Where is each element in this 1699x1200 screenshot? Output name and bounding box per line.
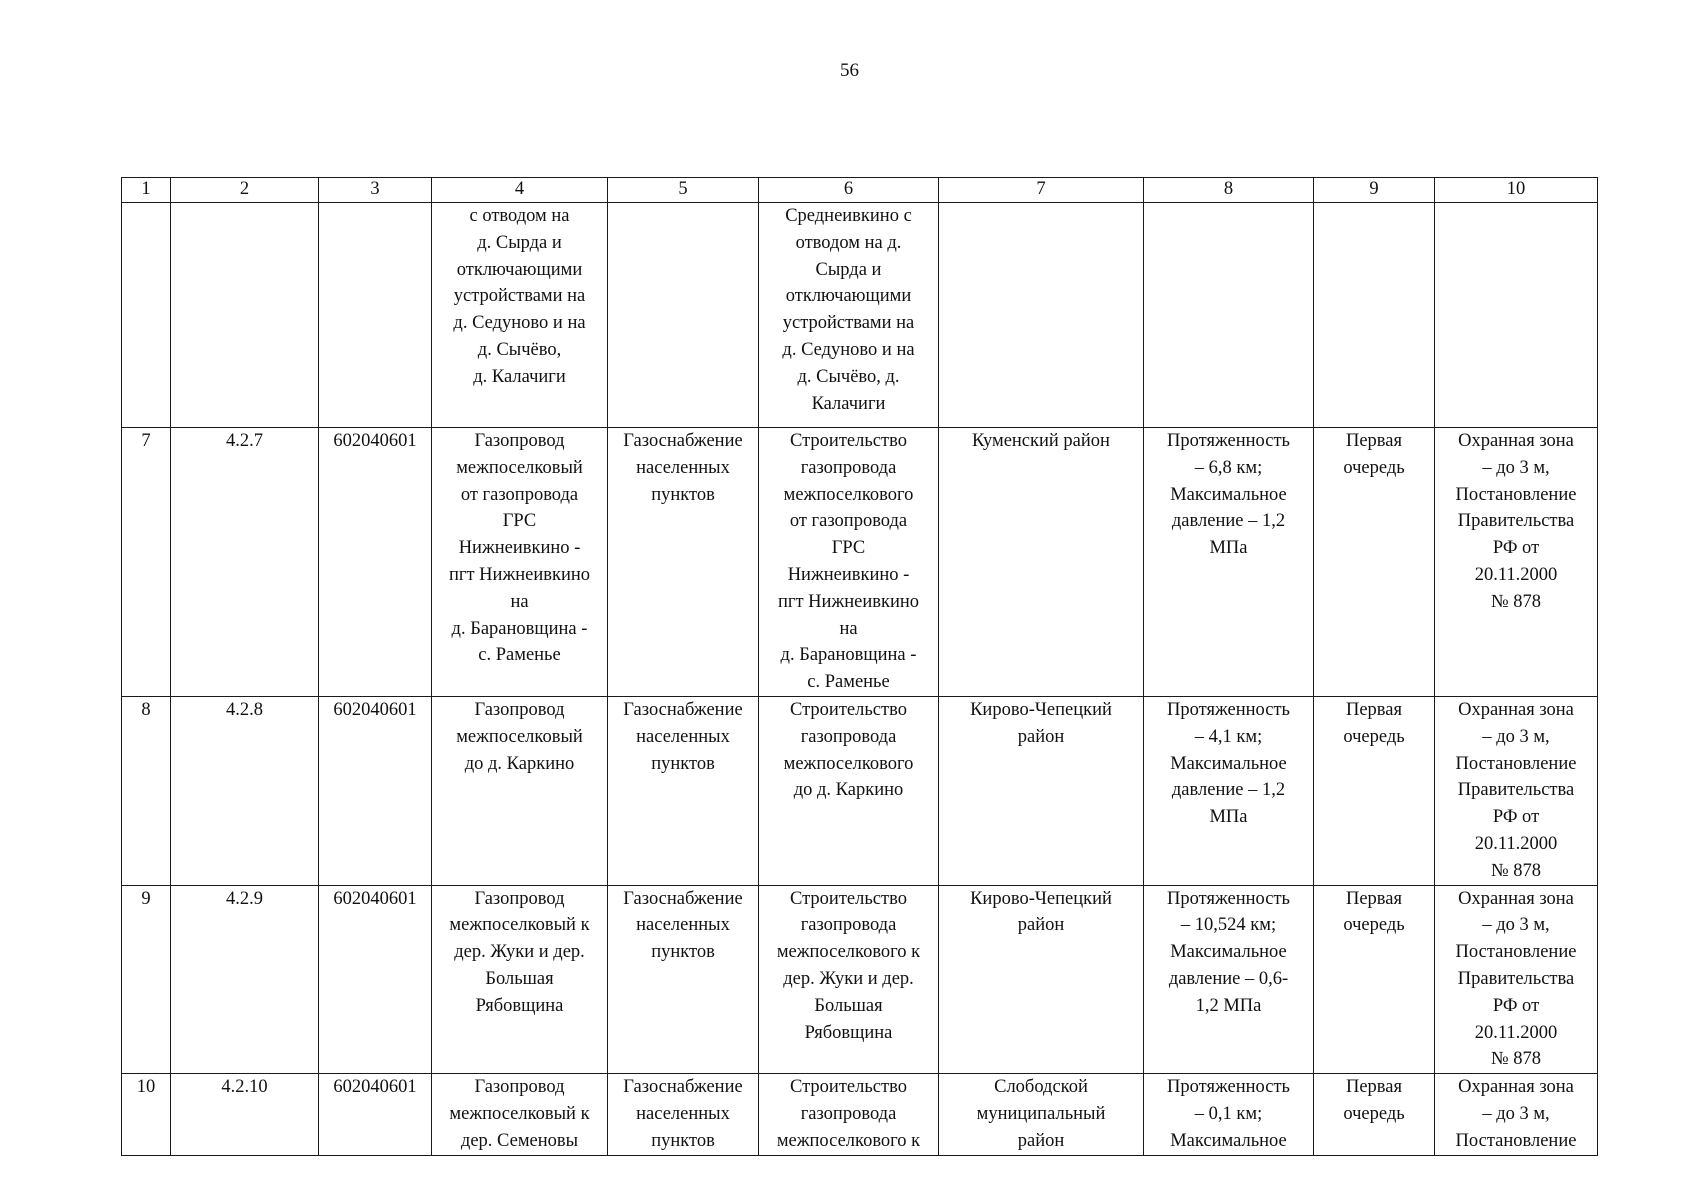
protection-zone-cell: Охранная зона – до 3 м, Постановление (1435, 1074, 1598, 1155)
characteristics-cell: Протяженность – 0,1 км; Максимальное (1144, 1074, 1314, 1155)
okato-cell: 602040601 (319, 885, 432, 1074)
column-header: 8 (1144, 178, 1314, 203)
empty-cell (1144, 203, 1314, 428)
protection-zone-cell: Охранная зона – до 3 м, Постановление Правительства РФ от 20.11.2000 № 878 (1435, 696, 1598, 885)
row-number-cell: 7 (122, 428, 171, 697)
row-number-cell: 9 (122, 885, 171, 1074)
protection-zone-cell: Охранная зона – до 3 м, Постановление Правительства РФ от 20.11.2000 № 878 (1435, 885, 1598, 1074)
measure-cell: Строительство газопровода межпоселкового до д. Каркино (759, 696, 939, 885)
column-number-header-row (122, 178, 1598, 203)
code-cell: 4.2.8 (171, 696, 319, 885)
characteristics-cell: Протяженность – 10,524 км; Максимальное давление – 0,6- 1,2 МПа (1144, 885, 1314, 1074)
code-cell: 4.2.7 (171, 428, 319, 697)
column-header: 5 (608, 178, 759, 203)
column-header: 4 (432, 178, 608, 203)
column-header: 2 (171, 178, 319, 203)
column-header: 10 (1435, 178, 1598, 203)
stage-cell: Первая очередь (1314, 696, 1435, 885)
measure-cell: Среднеивкино с отводом на д. Сырда и отключающими устройствами на д. Седуново и на д. Сычёво, д. Калачиги (759, 203, 939, 428)
location-cell: Кирово-Чепецкий район (939, 696, 1144, 885)
column-header: 6 (759, 178, 939, 203)
empty-cell (1314, 203, 1435, 428)
measure-cell: Строительство газопровода межпоселкового к (759, 1074, 939, 1155)
purpose-cell: Газоснабжение населенных пунктов (608, 696, 759, 885)
stage-cell: Первая очередь (1314, 428, 1435, 697)
protection-zone-cell: Охранная зона – до 3 м, Постановление Правительства РФ от 20.11.2000 № 878 (1435, 428, 1598, 697)
empty-cell (319, 203, 432, 428)
facility-name-cell: Газопровод межпоселковый до д. Каркино (432, 696, 608, 885)
row-number-cell: 8 (122, 696, 171, 885)
empty-cell (122, 203, 171, 428)
okato-cell: 602040601 (319, 1074, 432, 1155)
table-row (122, 885, 1598, 1074)
measure-cell: Строительство газопровода межпоселкового от газопровода ГРС Нижнеивкино - пгт Нижнеивкино на д. Барановщина - с. Раменье (759, 428, 939, 697)
stage-cell: Первая очередь (1314, 885, 1435, 1074)
measure-cell: Строительство газопровода межпоселкового к дер. Жуки и дер. Большая Рябовщина (759, 885, 939, 1074)
table-row (122, 696, 1598, 885)
facility-name-cell: Газопровод межпоселковый к дер. Семеновы (432, 1074, 608, 1155)
okato-cell: 602040601 (319, 696, 432, 885)
page-number: 56 (840, 60, 859, 81)
location-cell: Слободской муниципальный район (939, 1074, 1144, 1155)
column-header: 1 (122, 178, 171, 203)
table-row (122, 428, 1598, 697)
characteristics-cell: Протяженность – 6,8 км; Максимальное давление – 1,2 МПа (1144, 428, 1314, 697)
continuation-row (122, 203, 1598, 428)
code-cell: 4.2.9 (171, 885, 319, 1074)
facility-name-cell: с отводом на д. Сырда и отключающими устройствами на д. Седуново и на д. Сычёво, д. Калачиги (432, 203, 608, 428)
code-cell: 4.2.10 (171, 1074, 319, 1155)
empty-cell (608, 203, 759, 428)
location-cell: Куменский район (939, 428, 1144, 697)
table-row (122, 1074, 1598, 1155)
row-number-cell: 10 (122, 1074, 171, 1155)
column-header: 7 (939, 178, 1144, 203)
facility-name-cell: Газопровод межпоселковый к дер. Жуки и дер. Большая Рябовщина (432, 885, 608, 1074)
purpose-cell: Газоснабжение населенных пунктов (608, 885, 759, 1074)
characteristics-cell: Протяженность – 4,1 км; Максимальное давление – 1,2 МПа (1144, 696, 1314, 885)
location-cell: Кирово-Чепецкий район (939, 885, 1144, 1074)
column-header: 3 (319, 178, 432, 203)
empty-cell (1435, 203, 1598, 428)
facility-name-cell: Газопровод межпоселковый от газопровода ГРС Нижнеивкино - пгт Нижнеивкино на д. Барановщина - с. Раменье (432, 428, 608, 697)
stage-cell: Первая очередь (1314, 1074, 1435, 1155)
column-header: 9 (1314, 178, 1435, 203)
purpose-cell: Газоснабжение населенных пунктов (608, 428, 759, 697)
purpose-cell: Газоснабжение населенных пунктов (608, 1074, 759, 1155)
empty-cell (939, 203, 1144, 428)
empty-cell (171, 203, 319, 428)
facilities-table (121, 177, 1598, 1156)
okato-cell: 602040601 (319, 428, 432, 697)
